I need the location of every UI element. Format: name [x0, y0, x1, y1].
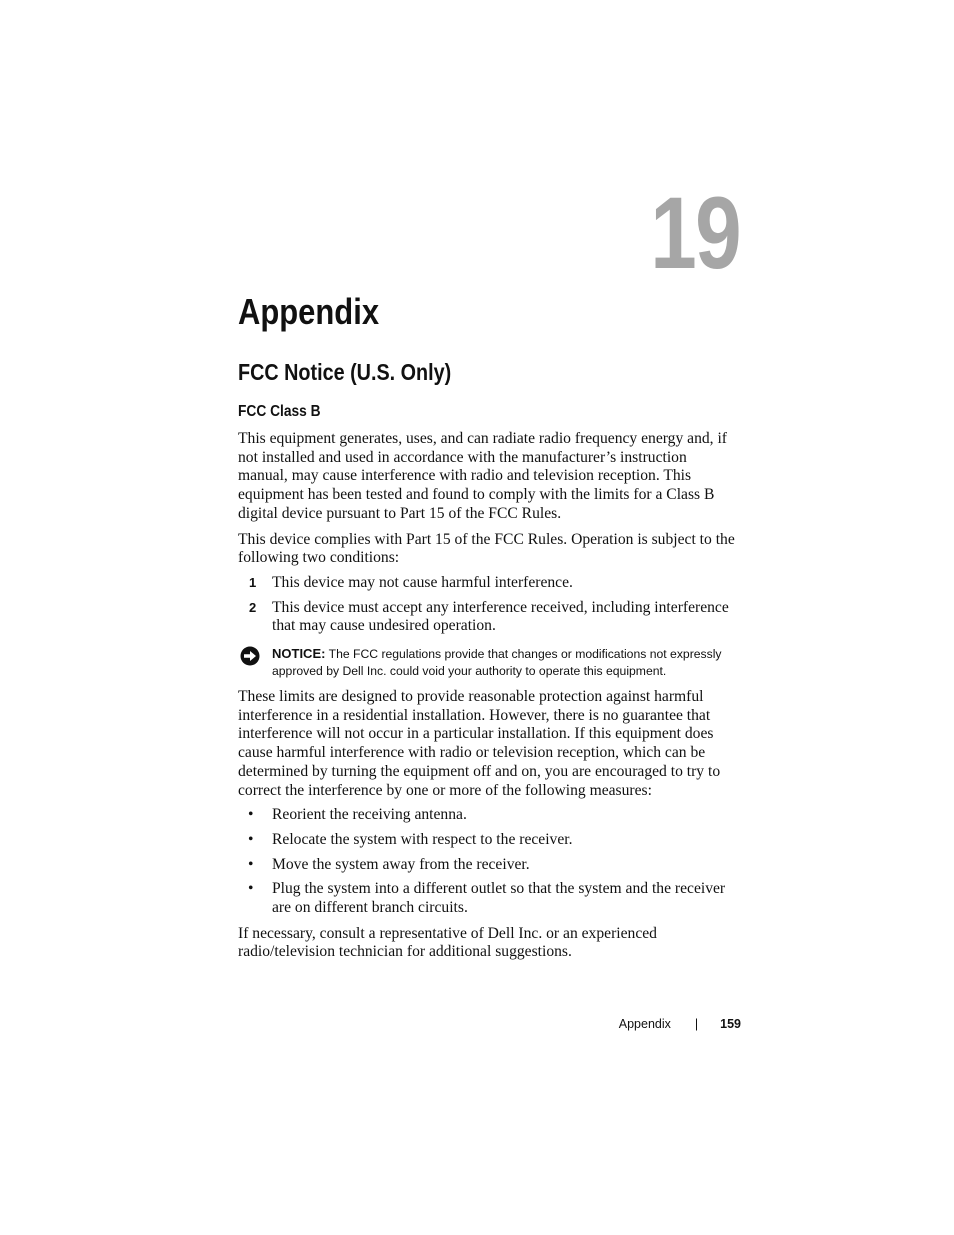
- conditions-list: [238, 574, 736, 636]
- list-item: [238, 880, 736, 917]
- bullet: •: [248, 806, 254, 824]
- paragraph-closing: If necessary, consult a representative of Dell Inc. or an experienced radio/television technician for additional suggestions.: [238, 924, 657, 961]
- paragraph-limits: These limits are designed to provide reasonable protection against harmful interference in a residential installation. However, there is no guarantee that interference will not occur in a particular installation. If this equipment does cause harmful interference with radio or television reception, which can be determined by turning the equipment off and on, you are encouraged to try to correct the interference by one or more of the following measures:: [238, 688, 721, 799]
- list-item-text: This device must accept any interference received, including interference that may cause undesired operation.: [272, 598, 729, 635]
- list-item-text: Plug the system into a different outlet so that the system and the receiver are on different branch circuits.: [272, 880, 726, 917]
- paragraph-intro: This equipment generates, uses, and can radiate radio frequency energy and, if not installed and used in accordance with the manufacturer’s instruction manual, may cause interference with radio and television reception. This equipment has been tested and found to comply with the limits for a Class B digital device pursuant to Part 15 of the FCC Rules.: [238, 430, 727, 522]
- page-content: [238, 290, 736, 962]
- page-footer: [560, 1015, 741, 1033]
- bullet: •: [248, 830, 254, 848]
- list-item: [238, 806, 736, 825]
- list-item-text: Reorient the receiving antenna.: [272, 806, 467, 824]
- list-item: [238, 574, 736, 593]
- notice-block: [238, 645, 736, 680]
- chapter-title: Appendix: [238, 291, 380, 332]
- paragraph-conditions: This device complies with Part 15 of the FCC Rules. Operation is subject to the following two conditions:: [238, 530, 735, 567]
- footer-separator: |: [694, 1017, 699, 1031]
- list-item: [238, 856, 736, 875]
- bullet: •: [248, 880, 254, 898]
- subsection-title: FCC Class B: [238, 403, 321, 420]
- list-number: 2: [249, 599, 257, 615]
- footer-section: Appendix: [618, 1017, 671, 1031]
- list-item: [238, 831, 736, 850]
- measures-list: [238, 806, 736, 918]
- list-item-text: This device may not cause harmful interference.: [272, 573, 573, 591]
- notice-icon: [240, 646, 260, 666]
- list-item-text: Move the system away from the receiver.: [272, 855, 530, 873]
- section-title: FCC Notice (U.S. Only): [238, 359, 452, 385]
- notice-text: The FCC regulations provide that changes or modifications not expressly approved by Dell Inc. could void your authority to operate this equipment.: [272, 647, 722, 679]
- notice-label: NOTICE:: [272, 646, 326, 662]
- list-item-text: Relocate the system with respect to the receiver.: [272, 830, 573, 848]
- page-number: 159: [720, 1017, 741, 1031]
- list-number: 1: [249, 574, 257, 590]
- list-item: [238, 599, 736, 636]
- bullet: •: [248, 855, 254, 873]
- chapter-number: 19: [650, 176, 740, 290]
